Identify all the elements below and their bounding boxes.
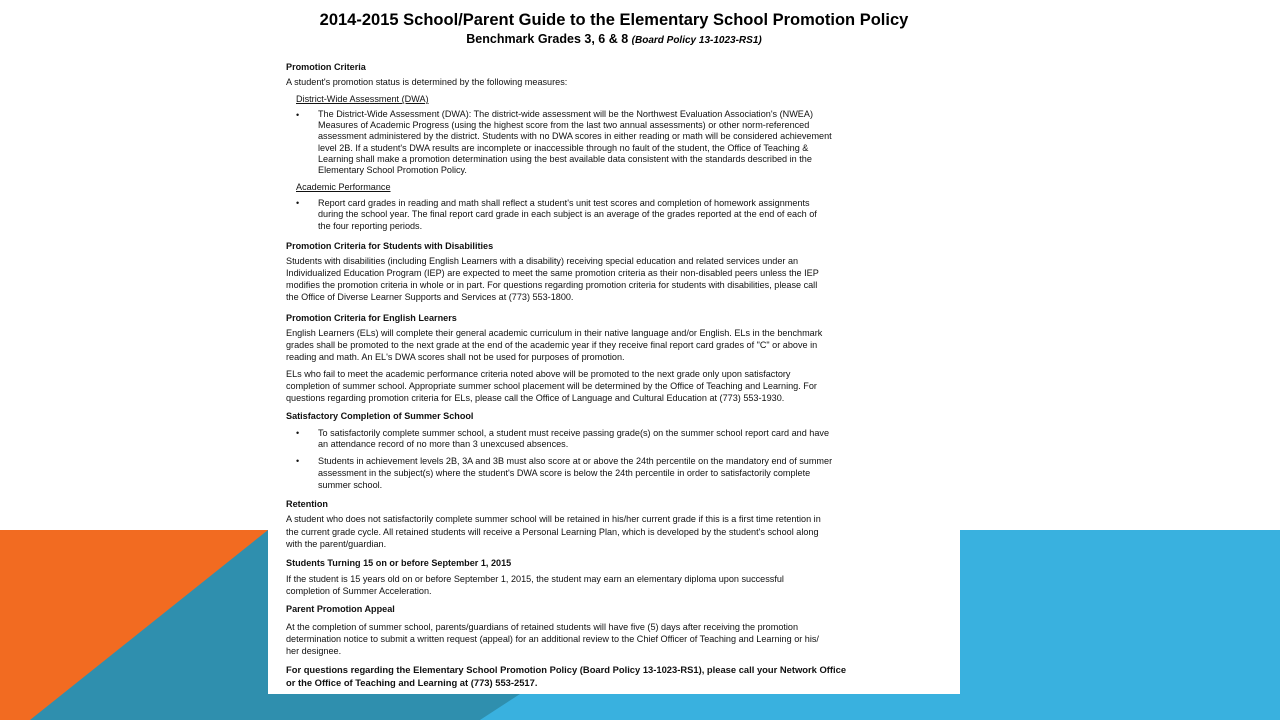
body-line: A student who does not satisfactorily complete summer school will be retained in his/her current grade if this is a first time retention in (286, 514, 821, 524)
document-subtitle (268, 32, 960, 46)
heading-students-turning-15: Students Turning 15 on or before September 1, 2015 (286, 558, 512, 568)
body-line: English Learners (ELs) will complete their general academic curriculum in their native language and/or English. ELs in the benchmark (286, 328, 823, 338)
bullet-line: an attendance record of no more than 3 unexcused absences. (318, 439, 569, 449)
bullet-line: Students in achievement levels 2B, 3A and 3B must also score at or above the 24th percentile on the mandatory end of summer (318, 456, 833, 466)
bullet-line: summer school. (318, 480, 383, 490)
bullet-line: assessment in the subject(s) where the student's DWA score is below the 24th percentile in order to satisfactorily complete (318, 468, 811, 478)
heading-retention: Retention (286, 499, 328, 509)
bullet-line: Elementary School Promotion Policy. (318, 165, 467, 175)
body-line: modifies the promotion criteria in whole or in part. For questions regarding promotion criteria for students with disabilities, please call (286, 280, 818, 290)
body-line: questions regarding promotion criteria for ELs, please call the Office of Language and Cultural Education at (773) 553-1930. (286, 393, 785, 403)
body-line: her designee. (286, 646, 342, 656)
subheading-dwa: District-Wide Assessment (DWA) (296, 94, 429, 104)
body-line: Individualized Education Program (IEP) are expected to meet the same promotion criteria as their non-disabled peers unless the IEP (286, 268, 819, 278)
bullet-glyph: • (296, 110, 300, 120)
policy-document-page (268, 0, 960, 694)
bullet-line: the four reporting periods. (318, 221, 423, 231)
bullet-glyph: • (296, 428, 300, 438)
body-line: the Office of Diverse Learner Supports and Services at (773) 553-1800. (286, 292, 574, 302)
document-title: 2014-2015 School/Parent Guide to the Elementary School Promotion Policy (319, 11, 909, 29)
heading-parent-appeal: Parent Promotion Appeal (286, 604, 395, 614)
body-line: If the student is 15 years old on or before September 1, 2015, the student may earn an elementary diploma upon successful (286, 574, 784, 584)
bullet-line: The District-Wide Assessment (DWA): The district-wide assessment will be the Northwest Evaluation Association's (NWEA) (318, 109, 813, 119)
body-line: the current grade cycle. All retained students will receive a Personal Learning Plan, which is developed by the student's school along (286, 527, 819, 537)
contact-line: or the Office of Teaching and Learning at (773) 553-2517. (286, 677, 538, 688)
body-line: determination notice to submit a written request (appeal) for an additional review to the Chief Officer of Teaching and Learning or his/ (286, 634, 819, 644)
body-line: ELs who fail to meet the academic performance criteria noted above will be promoted to the next grade only upon satisfactory (286, 369, 791, 379)
body-line: grades shall be promoted to the next grade at the end of the academic year if they receive final report card grades of "C" or above in (286, 340, 818, 350)
subtitle-policy-ref: (Board Policy 13-1023-RS1) (631, 35, 762, 46)
heading-promotion-criteria: Promotion Criteria (286, 62, 366, 72)
bullet-line: Report card grades in reading and math shall reflect a student's unit test scores and completion of homework assignments (318, 198, 810, 208)
bullet-glyph: • (296, 198, 300, 208)
bullet-line: during the school year. The final report card grade in each subject is an average of the grades reported at the end of each of (318, 209, 817, 219)
heading-students-disabilities: Promotion Criteria for Students with Disabilities (286, 241, 494, 251)
bullet-line: Learning shall make a promotion determination using the best available data consistent with the standards described in the (318, 154, 812, 164)
body-line: Students with disabilities (including English Learners with a disability) receiving special education and related services under an (286, 256, 799, 266)
bullet-line: To satisfactorily complete summer school, a student must receive passing grade(s) on the summer school report card and have (318, 428, 829, 438)
body-line: completion of Summer Acceleration. (286, 586, 432, 596)
bullet-line: Measures of Academic Progress (using the highest score from the last two annual assessments) or other norm-referenced (318, 120, 810, 130)
body-line: with the parent/guardian. (286, 539, 387, 549)
bullet-line: assessment administered by the district. Students with no DWA scores in either reading or math will be considered achievement (318, 131, 832, 141)
body-line: completion of summer school. Appropriate summer school placement will be determined by the Office of Teaching and Learning. For (286, 381, 817, 391)
subtitle-text: Benchmark Grades 3, 6 & 8 (466, 32, 629, 46)
heading-summer-school: Satisfactory Completion of Summer School (286, 411, 474, 421)
subheading-academic-performance: Academic Performance (296, 182, 391, 192)
heading-english-learners: Promotion Criteria for English Learners (286, 313, 457, 323)
body-line: A student's promotion status is determined by the following measures: (286, 77, 568, 87)
bullet-line: level 2B. If a student's DWA results are incomplete or inaccessible through no fault of the student, the Office of Teaching & (318, 143, 809, 153)
body-line: reading and math. An EL's DWA scores shall not be used for purposes of promotion. (286, 352, 625, 362)
body-line: At the completion of summer school, parents/guardians of retained students will have five (5) days after receiving the promotion (286, 622, 799, 632)
bullet-glyph: • (296, 456, 300, 466)
teal-band-edge (268, 694, 520, 720)
contact-line: For questions regarding the Elementary School Promotion Policy (Board Policy 13-1023-RS1), please call your Network Office (286, 664, 847, 675)
